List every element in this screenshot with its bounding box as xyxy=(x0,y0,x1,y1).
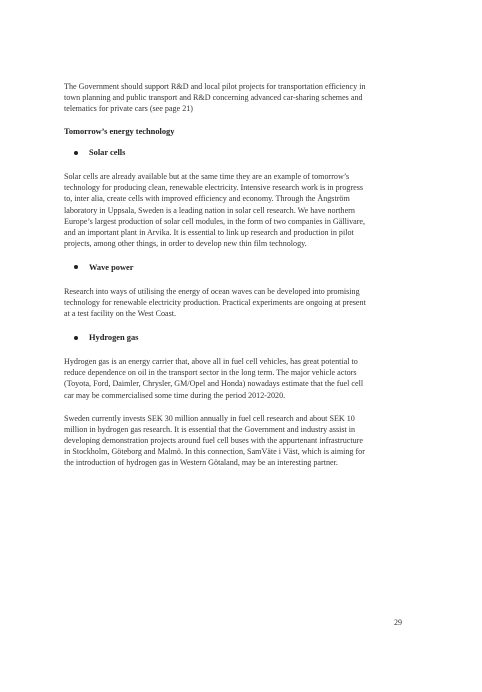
solar-line: laboratory in Uppsala, Sweden is a leading nation in solar cell research. We have northern xyxy=(64,205,355,215)
solar-line: and an important plant in Arvika. It is essential to link up research and production in pilot xyxy=(64,227,354,237)
hydrogen-gas-heading xyxy=(64,332,416,343)
section-heading: Tomorrow’s energy technology xyxy=(64,127,175,137)
solar-cells-paragraph xyxy=(64,171,416,249)
bullet-icon xyxy=(74,151,78,155)
wave-power-heading xyxy=(64,262,416,273)
hydrogen-line: Sweden currently invests SEK 30 million annually in fuel cell research and about SEK 10 xyxy=(64,413,355,423)
solar-line: to, inter alia, create cells with improved efficiency and economy. Through the Ångström xyxy=(64,194,350,204)
hydrogen-line: the introduction of hydrogen gas in Western Götaland, may be an interesting partner. xyxy=(64,457,338,467)
bullet-icon xyxy=(74,336,78,340)
bullet-icon xyxy=(74,265,78,269)
hydrogen-line: Hydrogen gas is an energy carrier that, above all in fuel cell vehicles, has great potential to xyxy=(64,357,358,367)
hydrogen-line: car may be commercialised some time during the period 2012-2020. xyxy=(64,390,286,400)
hydrogen-line: (Toyota, Ford, Daimler, Chrysler, GM/Opel and Honda) nowadays estimate that the fuel cell xyxy=(64,379,364,389)
page-content xyxy=(64,81,416,468)
intro-paragraph xyxy=(64,81,416,114)
wave-line: technology for renewable electricity production. Practical experiments are ongoing at present xyxy=(64,298,366,308)
solar-cells-heading xyxy=(64,147,416,158)
intro-line: town planning and public transport and R&D concerning advanced car-sharing schemes and xyxy=(64,93,363,103)
page-number: 29 xyxy=(394,618,402,627)
hydrogen-gas-heading-text: Hydrogen gas xyxy=(89,333,139,343)
solar-cells-heading-text: Solar cells xyxy=(89,148,126,158)
wave-power-heading-text: Wave power xyxy=(89,262,134,272)
solar-line: projects, among other things, in order to develop new thin film technology. xyxy=(64,238,307,248)
intro-line: telematics for private cars (see page 21) xyxy=(64,104,193,114)
solar-line: Europe’s largest production of solar cell modules, in the form of two companies in Gällivare, xyxy=(64,216,366,226)
wave-line: Research into ways of utilising the energy of ocean waves can be developed into promising xyxy=(64,286,360,296)
hydrogen-line: developing demonstration projects around fuel cell buses with the appurtenant infrastructure xyxy=(64,435,363,445)
solar-line: technology for producing clean, renewable electricity. Intensive research work is in progress xyxy=(64,183,364,193)
hydrogen-gas-paragraph-1 xyxy=(64,356,416,400)
hydrogen-gas-paragraph-2 xyxy=(64,413,416,468)
hydrogen-line: in Stockholm, Göteborg and Malmö. In this connection, SamVäte i Väst, which is aiming for xyxy=(64,446,365,456)
solar-line: Solar cells are already available but at the same time they are an example of tomorrow’s xyxy=(64,172,350,182)
intro-line: The Government should support R&D and local pilot projects for transportation efficiency in xyxy=(64,82,366,91)
wave-line: at a test facility on the West Coast. xyxy=(64,309,177,319)
hydrogen-line: reduce dependence on oil in the transport sector in the long term. The major vehicle actors xyxy=(64,368,357,378)
hydrogen-line: million in hydrogen gas research. It is essential that the Government and industry assist in xyxy=(64,424,356,434)
wave-power-paragraph xyxy=(64,286,416,319)
